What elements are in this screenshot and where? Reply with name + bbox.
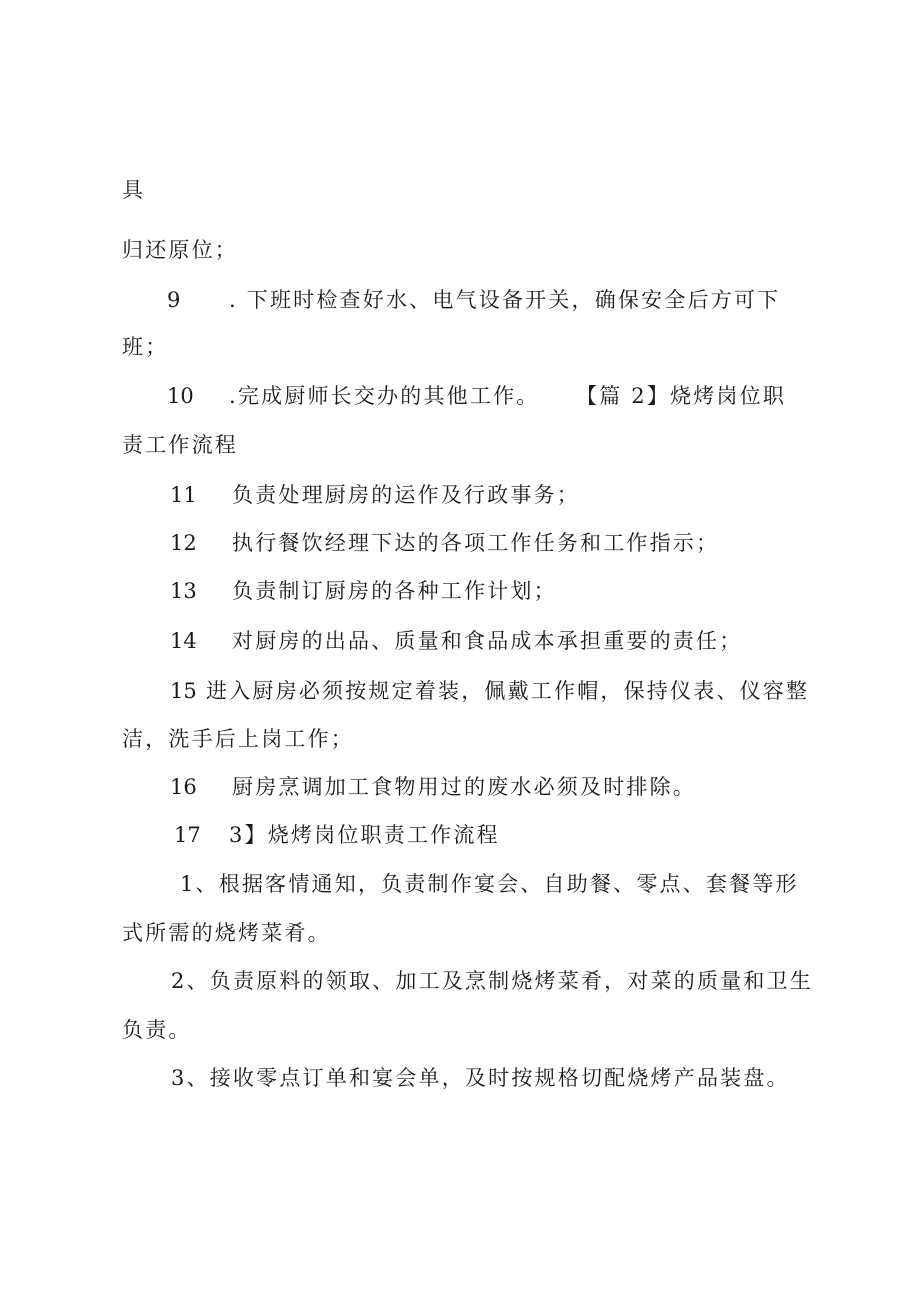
item-number-14: 14	[170, 629, 197, 653]
item-number-16: 16	[170, 775, 197, 799]
item-text-14: 对厨房的出品、质量和食品成本承担重要的责任；	[232, 629, 743, 653]
item-text-13: 负责制订厨房的各种工作计划；	[232, 579, 557, 603]
item-number-11: 11	[170, 483, 197, 507]
item-text-10: .完成厨师长交办的其他工作。	[229, 384, 540, 408]
item-number-10: 10	[167, 384, 194, 408]
line-ju: 具	[122, 178, 146, 202]
line-ban: 班；	[122, 335, 169, 359]
item-number-13: 13	[170, 579, 197, 603]
line-return-original: 归还原位；	[122, 238, 238, 262]
section-heading-part3: 3】烧烤岗位职责工作流程	[229, 823, 500, 847]
item-text-9: . 下班时检查好水、电气设备开关，确保安全后方可下	[229, 288, 781, 312]
item-text-12: 执行餐饮经理下达的各项工作任务和工作指示；	[232, 531, 720, 555]
item-text-15: 进入厨房必须按规定着装，佩戴工作帽，保持仪表、仪容整	[206, 679, 810, 703]
line-jie: 洁，洗手后上岗工作；	[122, 727, 354, 751]
item-number-12: 12	[170, 531, 197, 555]
duty-1-cont: 式所需的烧烤菜肴。	[122, 921, 331, 945]
item-text-11: 负责处理厨房的运作及行政事务；	[232, 483, 580, 507]
duty-2-cont: 负责。	[122, 1018, 192, 1042]
duty-2: 2、负责原料的领取、加工及烹制烧烤菜肴，对菜的质量和卫生	[171, 969, 813, 993]
duty-1: 1、根据客情通知，负责制作宴会、自助餐、零点、套餐等形	[180, 872, 799, 896]
item-number-17: 17	[174, 823, 201, 847]
item-text-16: 厨房烹调加工食物用过的废水必须及时排除。	[232, 775, 696, 799]
section-heading-part2: 【篇 2】烧烤岗位职	[576, 384, 787, 408]
item-number-15: 15	[170, 679, 197, 703]
item-number-9: 9	[167, 288, 181, 312]
duty-3: 3、接收零点订单和宴会单，及时按规格切配烧烤产品装盘。	[171, 1066, 790, 1090]
section-heading-part2-cont: 责工作流程	[122, 433, 238, 457]
